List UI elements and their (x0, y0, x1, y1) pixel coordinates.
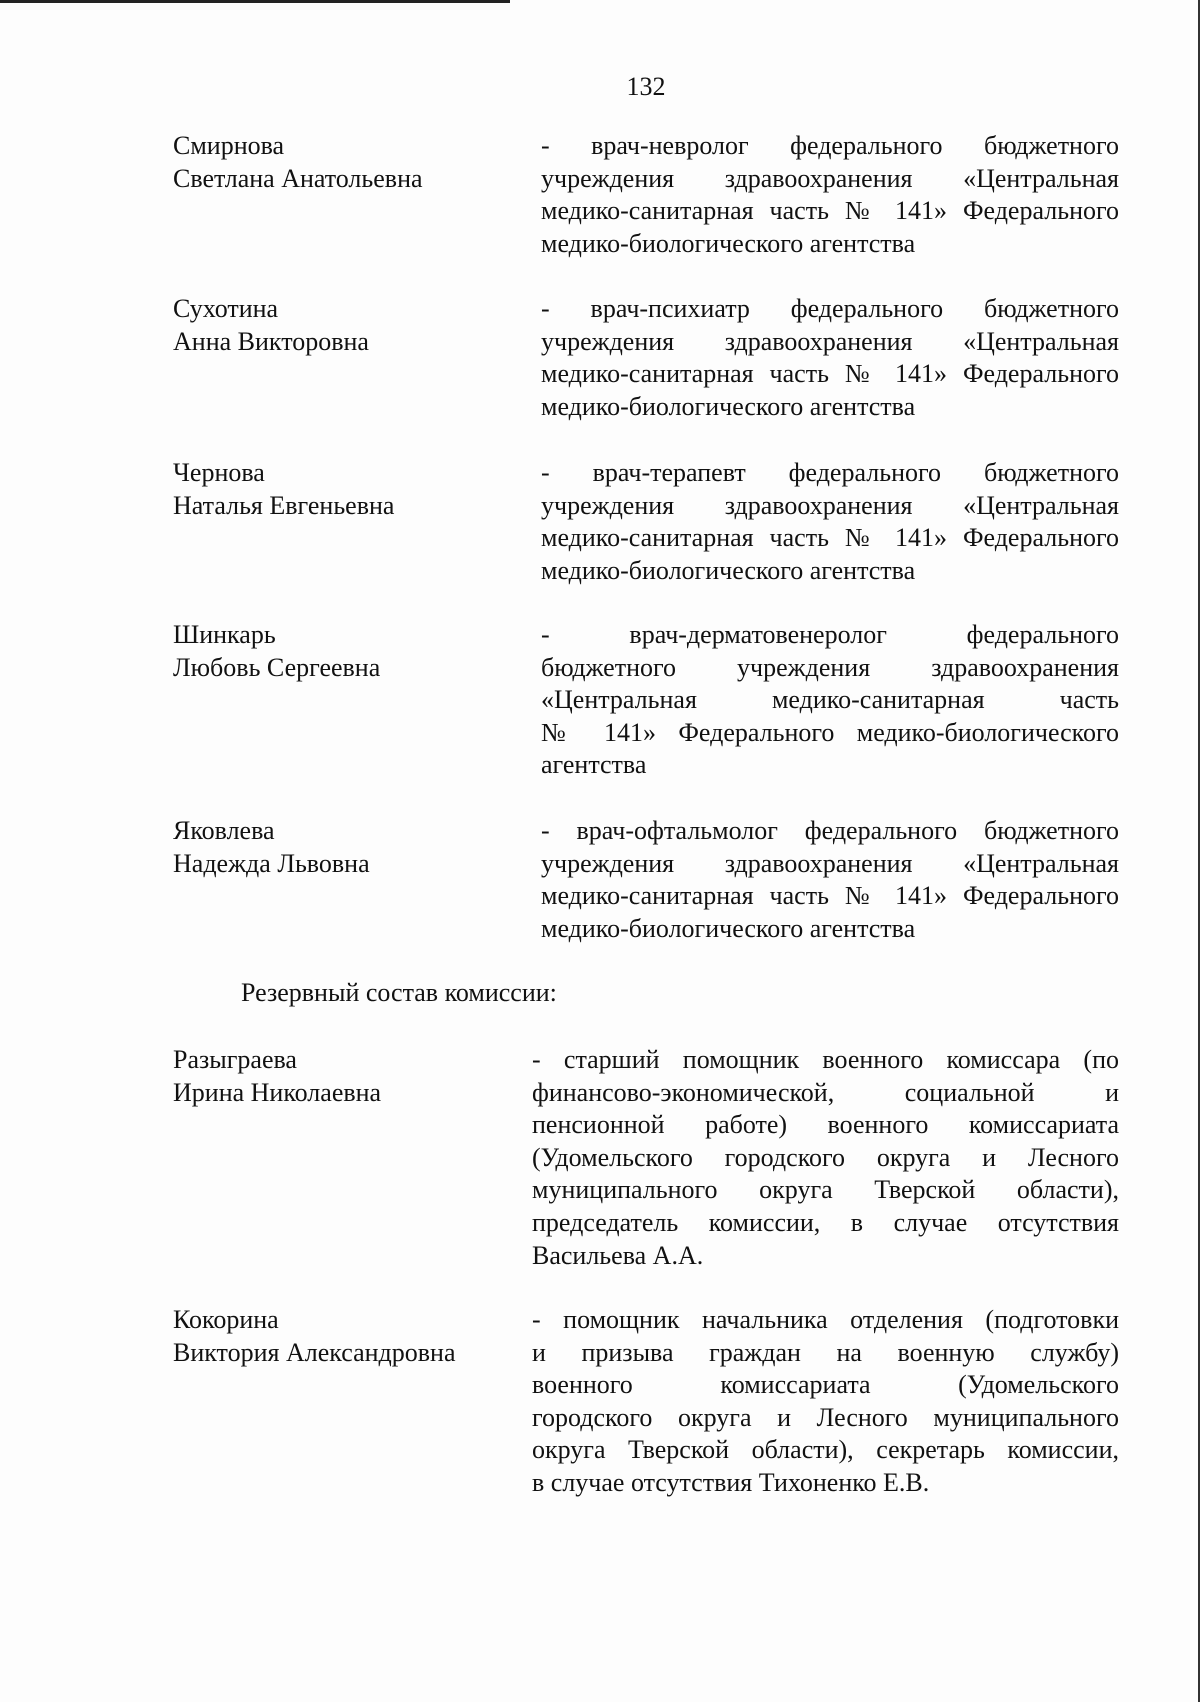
member-name (173, 1304, 513, 1369)
role-line: учреждения здравоохранения «Центральная (541, 490, 1119, 520)
member-role (532, 1304, 1119, 1500)
role-line: (Удомельского городского округа и Лесного (532, 1142, 1119, 1172)
member-surname: Смирнова (173, 131, 285, 160)
member-role (541, 130, 1119, 260)
member-given-names: Светлана Анатольевна (173, 163, 423, 193)
role-line: медико-биологического агентства (541, 555, 916, 585)
role-line: председатель комиссии, в случае отсутствия (532, 1207, 1119, 1237)
role-line: финансово-экономической, социальной и (532, 1077, 1119, 1107)
role-line: муниципального округа Тверской области), (532, 1175, 1119, 1205)
member-name (173, 457, 513, 522)
member-name (173, 619, 513, 684)
role-line: учреждения здравоохранения «Центральная (541, 848, 1119, 878)
role-line: агентства (541, 750, 647, 780)
role-line: учреждения здравоохранения «Центральная (541, 326, 1119, 356)
member-given-names: Наталья Евгеньевна (173, 490, 395, 520)
role-line: медико-биологического агентства (541, 913, 916, 943)
role-line: медико-санитарная часть № 141» Федерального (541, 523, 1119, 553)
role-line: в случае отсутствия Тихоненко Е.В. (532, 1467, 930, 1497)
role-line: «Центральная медико-санитарная часть (541, 685, 1119, 715)
member-role (541, 619, 1119, 782)
role-line: и призыва граждан на военную службу) (532, 1337, 1119, 1367)
role-line: - врач-дерматовенеролог федерального (541, 620, 1119, 649)
member-name (173, 130, 513, 195)
member-name (173, 293, 513, 358)
member-name (173, 815, 513, 880)
role-line: бюджетного учреждения здравоохранения (541, 652, 1119, 682)
role-line: округа Тверской области), секретарь комиссии, (532, 1435, 1119, 1465)
member-given-names: Любовь Сергеевна (173, 652, 381, 682)
member-given-names: Надежда Львовна (173, 848, 370, 878)
role-line: медико-санитарная часть № 141» Федерального (541, 196, 1119, 226)
role-line: - врач-офтальмолог федерального бюджетного (541, 816, 1119, 845)
role-line: военного комиссариата (Удомельского (532, 1370, 1119, 1400)
role-line: медико-биологического агентства (541, 228, 916, 258)
member-surname: Шинкарь (173, 620, 276, 649)
role-line: - врач-психиатр федерального бюджетного (541, 294, 1119, 323)
scan-top-rule (0, 0, 510, 3)
role-line: медико-санитарная часть № 141» Федерального (541, 359, 1119, 389)
role-line: - врач-невролог федерального бюджетного (541, 131, 1119, 160)
page-number: 132 (626, 72, 666, 101)
role-line: № 141» Федерального медико-биологического (541, 717, 1119, 747)
role-line: - помощник начальника отделения (подготовки (532, 1305, 1119, 1334)
member-surname: Сухотина (173, 294, 279, 323)
member-given-names: Виктория Александровна (173, 1337, 456, 1367)
role-line: медико-санитарная часть № 141» Федерального (541, 881, 1119, 911)
reserve-section-heading: Резервный состав комиссии: (241, 978, 557, 1007)
member-given-names: Анна Викторовна (173, 326, 369, 356)
member-role (541, 815, 1119, 945)
role-line: учреждения здравоохранения «Центральная (541, 163, 1119, 193)
member-role (541, 457, 1119, 587)
role-line: Васильева А.А. (532, 1240, 704, 1270)
member-surname: Разыграева (173, 1045, 297, 1074)
member-surname: Яковлева (173, 816, 275, 845)
role-line: - старший помощник военного комиссара (по (532, 1045, 1119, 1074)
member-surname: Кокорина (173, 1305, 279, 1334)
role-line: пенсионной работе) военного комиссариата (532, 1110, 1119, 1140)
member-role (532, 1044, 1119, 1272)
member-role (541, 293, 1119, 423)
role-line: - врач-терапевт федерального бюджетного (541, 458, 1119, 487)
member-surname: Чернова (173, 458, 265, 487)
member-given-names: Ирина Николаевна (173, 1077, 382, 1107)
member-name (173, 1044, 513, 1109)
role-line: городского округа и Лесного муниципального (532, 1402, 1119, 1432)
role-line: медико-биологического агентства (541, 391, 916, 421)
